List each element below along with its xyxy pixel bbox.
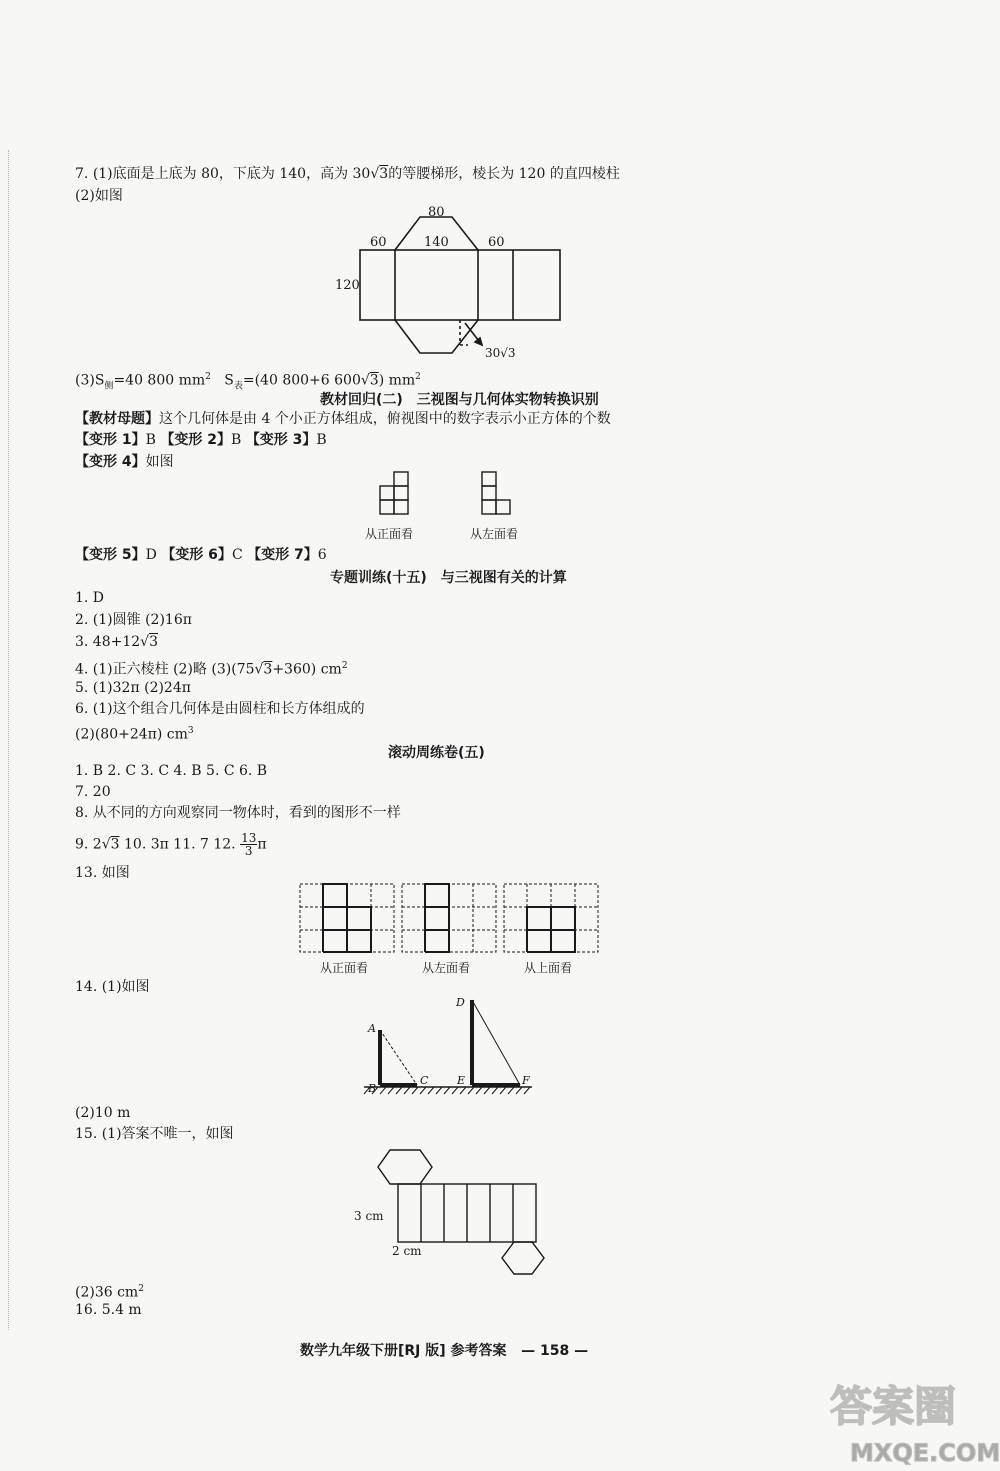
s3-q4-text-b: +360) cm — [272, 661, 342, 678]
section-title-3: 专题训练(十五) 与三视图有关的计算 — [330, 570, 567, 586]
s3-q4-sup: 2 — [341, 661, 348, 671]
q7-s-surface-value: =(40 800+6 600 — [242, 372, 361, 389]
point-B: B — [368, 1082, 377, 1095]
s3-q3-text: 3. 48+12 — [75, 634, 141, 650]
s3-q6b-sup: 3 — [187, 726, 194, 736]
label-80: 80 — [428, 205, 445, 220]
point-A: A — [368, 1022, 376, 1035]
q7-sub-side: 侧 — [104, 381, 114, 392]
q7-s-surface: S — [224, 372, 234, 389]
page-footer — [300, 1340, 588, 1360]
q7-part1-text: (1)底面是上底为 80，下底为 140，高为 30 — [92, 166, 371, 182]
q7-unit: ) mm — [378, 372, 416, 389]
section-title-2: 教材回归(二) 三视图与几何体实物转换识别 — [320, 392, 599, 408]
q7-number: 7. — [75, 166, 89, 182]
caption-q13-left: 从左面看 — [422, 961, 471, 975]
scan-edge — [8, 150, 11, 1330]
s4-q14: 14. (1)如图 — [75, 979, 150, 995]
caption-left-view: 从左面看 — [470, 527, 519, 541]
mother-question — [75, 410, 611, 428]
s4-q9-12: 9. 2√3 10. 3π 11. 7 12. $\frac{13}{3}$ π — [75, 831, 267, 858]
q7-part1-text-b: 的等腰梯形，棱长为 120 的直四棱柱 — [388, 166, 620, 182]
v6-answer: C — [231, 547, 243, 563]
s3-q4-sqrt: 3 — [263, 661, 273, 678]
s4-q9-sqrt: 3 — [110, 836, 120, 853]
point-E: E — [457, 1074, 466, 1087]
q15-net-figure — [350, 1142, 560, 1277]
s4-q1-6: 1. B 2. C 3. C 4. B 5. C 6. B — [75, 763, 268, 779]
s3-q5: 5. (1)32π (2)24π — [75, 680, 191, 696]
label-60-right: 60 — [488, 235, 505, 250]
v1-answer: B — [145, 432, 156, 448]
v2-answer: B — [231, 432, 242, 448]
v1-label: 【变形 1】 — [75, 432, 146, 448]
s4-q15b-sup: 2 — [138, 1284, 144, 1294]
s4-q13: 13. 如图 — [75, 865, 130, 881]
s3-q4: 4. (1)正六棱柱 (2)略 (3)(75√3+360) $cm^2$ — [75, 661, 348, 678]
watermark-bottom: MXQE.COM — [850, 1439, 1000, 1467]
q7-s-side: (3)S — [75, 372, 105, 389]
s3-q3: 3. 48+12√3 — [75, 634, 159, 650]
q7-sup-2: 2 — [415, 372, 421, 382]
v3-answer: B — [316, 432, 327, 448]
s3-q6b — [75, 722, 194, 744]
s3-q2: 2. (1)圆锥 (2)16π — [75, 612, 192, 628]
caption-q13-front: 从正面看 — [320, 961, 369, 975]
v4-answer: 如图 — [145, 454, 174, 470]
label-3cm: 3 cm — [354, 1209, 384, 1223]
v2-label: 【变形 2】 — [160, 432, 231, 448]
label-30sqrt3: 30√3 — [485, 346, 516, 360]
s4-q8: 8. 从不同的方向观察同一物体时，看到的图形不一样 — [75, 805, 401, 821]
footer-text: 数学九年级下册[RJ 版] 参考答案 — [300, 1343, 507, 1359]
mother-label: 【教材母题】 — [75, 411, 159, 427]
s4-q12-fraction — [240, 832, 257, 857]
s4-q14b: (2)10 m — [75, 1105, 131, 1121]
s3-q1: 1. D — [75, 590, 105, 606]
q7-part1: 7. (1)底面是上底为 80，下底为 140，高为 30√3的等腰梯形，棱长为 120 的直四棱柱 — [75, 166, 620, 182]
watermark-top: 答案圈 — [830, 1382, 957, 1431]
point-D: D — [456, 996, 465, 1009]
label-2cm: 2 cm — [392, 1244, 422, 1258]
s4-q10-12-text: 10. 3π 11. 7 12. — [119, 836, 236, 853]
q7-sub-surface: 表 — [233, 381, 243, 392]
caption-front-view: 从正面看 — [365, 527, 414, 541]
s4-q12-pi: π — [257, 836, 267, 853]
label-60-left: 60 — [370, 235, 387, 250]
point-C: C — [420, 1074, 429, 1087]
s4-q15b-text: (2)36 cm — [75, 1284, 139, 1301]
v7-label: 【变形 7】 — [247, 547, 318, 563]
variants-5-7 — [75, 546, 327, 564]
q14-shadow-figure — [362, 992, 542, 1097]
q13-three-views — [298, 880, 608, 980]
q7-net-figure — [330, 205, 570, 365]
label-140: 140 — [424, 235, 449, 250]
variants-1-3 — [75, 431, 327, 449]
s4-q7: 7. 20 — [75, 784, 111, 800]
q7-part3: $(3)S_侧=40$ 800 $mm^2$ $S_表=(40$ 800+6 600√3) $mm^2$ — [75, 372, 421, 392]
s3-q6b-text: (2)(80+24π) cm — [75, 726, 188, 743]
v6-label: 【变形 6】 — [161, 547, 232, 563]
section-title-4: 滚动周练卷(五) — [388, 745, 485, 761]
fraction-denominator: 3 — [244, 844, 253, 858]
v5-label: 【变形 5】 — [75, 547, 146, 563]
q7-sup: 2 — [205, 372, 211, 382]
v7-answer: 6 — [317, 547, 327, 563]
caption-q13-top: 从上面看 — [524, 961, 573, 975]
point-F: F — [522, 1074, 530, 1087]
watermark-logo — [810, 1361, 1000, 1471]
q7-sqrt-2: 3 — [369, 372, 379, 389]
v3-label: 【变形 3】 — [245, 432, 317, 448]
fraction-numerator: 13 — [241, 831, 257, 845]
q7-sqrt: 3 — [379, 166, 389, 182]
v5-answer: D — [145, 547, 157, 563]
v4-label: 【变形 4】 — [75, 454, 146, 470]
s3-q6: 6. (1)这个组合几何体是由圆柱和长方体组成的 — [75, 701, 365, 717]
q7-s-side-value: =40 800 mm — [113, 372, 206, 389]
s4-q15: 15. (1)答案不唯一，如图 — [75, 1126, 234, 1142]
s3-q4-text: 4. (1)正六棱柱 (2)略 (3)(75 — [75, 661, 255, 678]
s4-q15b — [75, 1280, 144, 1302]
mother-text: 这个几何体是由 4 个小正方体组成，俯视图中的数字表示小正方体的个数 — [159, 411, 611, 427]
s4-q16: 16. 5.4 m — [75, 1302, 142, 1318]
variant-4 — [75, 453, 174, 471]
page-number: — 158 — — [521, 1343, 589, 1359]
label-120: 120 — [335, 278, 360, 293]
s3-q3-sqrt: 3 — [149, 634, 159, 650]
s4-q9-text: 9. 2 — [75, 836, 102, 853]
variant4-views — [360, 470, 560, 545]
q7-part2: (2)如图 — [75, 188, 123, 204]
